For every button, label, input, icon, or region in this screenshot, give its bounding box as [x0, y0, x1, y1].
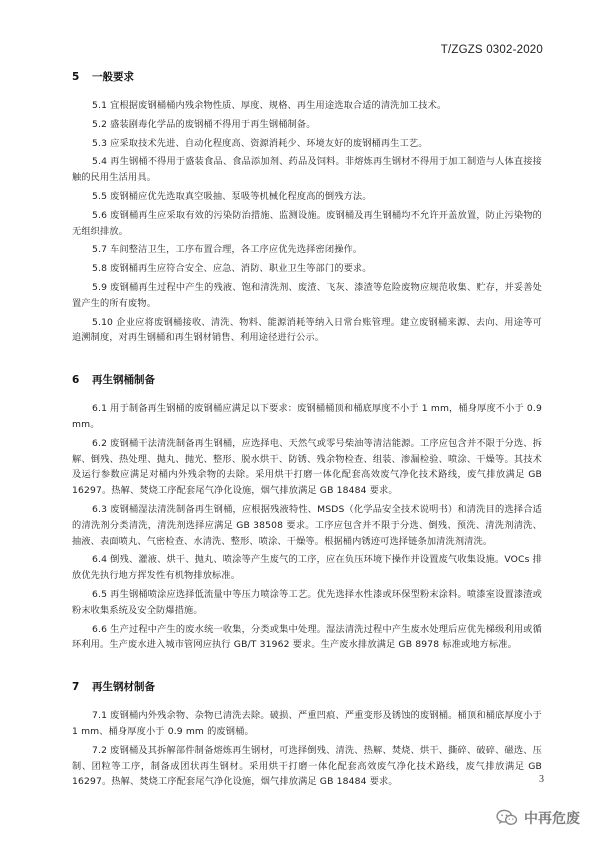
- section-number: 5: [72, 71, 80, 83]
- section-heading-5: [72, 68, 542, 86]
- page-number: 3: [539, 774, 544, 785]
- section-title: 再生钢桶制备: [92, 374, 155, 387]
- watermark-text: 中再危废: [524, 811, 580, 827]
- section-heading-7: [72, 678, 542, 696]
- clause-5-8: 5.8 废钢桶再生应符合安全、应急、消防、职业卫生等部门的要求。: [92, 263, 372, 275]
- clause-6-2: 6.2 废钢桶干法清洗制备再生钢桶，应选择电、天然气或零号柴油等清洁能源。工序应包含并不限于分选、拆解、倒残、热处理、抛丸、抛光、整形、脱水烘干、防锈、残余物检查、组装、渗漏检验、喷涂、干燥等。其技术及运行参数应满足对桶内外残余物的去除。采用烘干打磨一体化配套高效废气净化技术路线，废气排放满足 GB 16297。热解、焚烧工序配套尾气净化设施，烟气排放满足 GB 18484 要求。: [72, 437, 542, 497]
- standard-code: T/ZGZS 0302-2020: [440, 44, 543, 56]
- clause-5-7: 5.7 车间整洁卫生，工序布置合理，各工序应优先选择密闭操作。: [92, 244, 363, 256]
- clause-6-3: 6.3 废钢桶湿法清洗制备再生钢桶，应根据残液特性、MSDS（化学品安全技术说明书）和清洗目的选择合适的清洗剂分类清洗，清洗剂选择应满足 GB 38508 要求。工序应包含并不限于分选、倒残、预洗、清洗剂清洗、抽液、表面喷丸、气密检查、水清洗、整形、喷涂、干燥等。根据桶内锈迹可选择链条加清洗剂清洗。: [72, 503, 542, 547]
- section-heading-6: [72, 371, 542, 389]
- watermark: [496, 808, 580, 828]
- clause-5-3: 5.3 应采取技术先进、自动化程度高、资源消耗少、环境友好的废钢桶再生工艺。: [92, 137, 428, 149]
- clause-7-2: 7.2 废钢桶及其拆解部件制备熔炼再生钢材，可选择倒残、清洗、热解、焚烧、烘干、撕碎、破碎、磁选、压制、团粒等工序，制备成团状再生钢材。采用烘干打磨一体化配套高效废气净化技术路线，废气排放满足 GB 16297。热解、焚烧工序配套尾气净化设施，烟气排放满足 GB 18484 要求。: [72, 744, 542, 788]
- document-body: [72, 68, 542, 793]
- clause-5-6: 5.6 废钢桶再生应采取有效的污染防治措施、监测设施。废钢桶及再生钢桶均不允许开盖放置，防止污染物的无组织排放。: [72, 209, 542, 237]
- clause-5-2: 5.2 盛装剧毒化学品的废钢桶不得用于再生钢桶制备。: [92, 118, 316, 130]
- clause-5-5: 5.5 废钢桶应优先选取真空吸抽、泵吸等机械化程度高的倒残方法。: [92, 190, 372, 202]
- section-title: 再生钢材制备: [92, 681, 155, 694]
- clause-6-4: 6.4 倒残、灌液、烘干、抛丸、喷涂等产生废气的工序，应在负压环境下操作并设置废气收集设施。VOCs 排放优先执行地方挥发性有机物排放标准。: [72, 554, 542, 582]
- clause-6-6: 6.6 生产过程中产生的废水统一收集，分类或集中处理。湿法清洗过程中产生废水处理后应优先梯级利用或循环利用。生产废水进入城市管网应执行 GB/T 31962 要求。生产废水排放满足 GB 8978 标准或地方标准。: [72, 623, 542, 651]
- clause-5-1: 5.1 宜根据废钢桶桶内残余物性质、厚度、规格、再生用途选取合适的清洗加工技术。: [92, 100, 447, 111]
- clause-6-1: 6.1 用于制备再生钢桶的废钢桶应满足以下要求：废钢桶桶顶和桶底厚度不小于 1 mm，桶身厚度不小于 0.9 mm。: [72, 403, 542, 430]
- section-number: 6: [72, 374, 80, 387]
- wechat-icon: [496, 809, 518, 827]
- clause-5-9: 5.9 废钢桶再生过程中产生的残液、饱和清洗剂、废渣、飞灰、漆渣等危险废物应规范收集、贮存，并妥善处置产生的所有废物。: [72, 281, 542, 309]
- clause-5-10: 5.10 企业应将废钢桶接收、清洗、物料、能源消耗等纳入日常台账管理。建立废钢桶来源、去向、用途等可追溯制度，对再生钢桶和再生钢材销售、利用途径进行公示。: [72, 316, 542, 344]
- section-number: 7: [72, 681, 80, 694]
- clause-7-1: 7.1 废钢桶内外残余物、杂物已清洗去除。破损、严重凹痕、严重变形及锈蚀的废钢桶。桶顶和桶底厚度小于 1 mm、桶身厚度小于 0.9 mm 的废钢桶。: [72, 710, 542, 737]
- clause-5-4: 5.4 再生钢桶不得用于盛装食品、食品添加剂、药品及饲料。非熔炼再生钢材不得用于加工制造与人体直接接触的民用生活用具。: [72, 156, 542, 184]
- clause-6-5: 6.5 再生钢桶喷涂应选择低流量中等压力喷涂等工艺。优先选择水性漆或环保型粉末涂料。喷漆室设置漆渣或粉末收集系统及安全防爆措施。: [72, 588, 542, 616]
- section-title: 一般要求: [92, 71, 134, 83]
